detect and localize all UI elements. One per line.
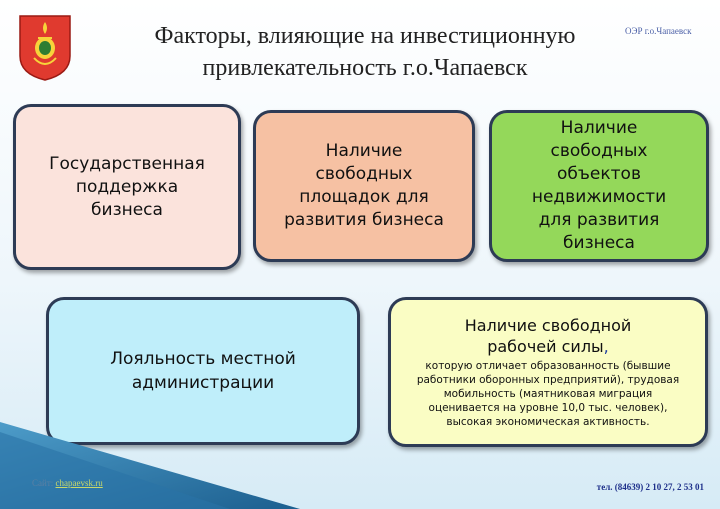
page-title: Факторы, влияющие на инвестиционную привлекательность г.о.Чапаевск xyxy=(154,23,576,81)
site-link-url[interactable]: chapaevsk.ru xyxy=(55,478,103,488)
coat-of-arms-icon xyxy=(18,14,72,82)
phone-number: тел. (84639) 2 10 27, 2 53 01 xyxy=(596,482,704,492)
factor-box-text: Наличие свободных площадок для развития бизнеса xyxy=(284,141,444,230)
factor-box-state-support xyxy=(13,104,241,270)
corner-note: ОЭР г.о.Чапаевск xyxy=(625,26,692,36)
factor-box-heading-text: Наличие свободной рабочей силы xyxy=(464,316,632,356)
factor-box-text: Государственная поддержка бизнеса xyxy=(49,153,205,220)
decorative-wedge xyxy=(0,422,720,509)
factor-box-text: Наличие свободных объектов недвижимости для развития бизнеса xyxy=(531,118,667,253)
site-link[interactable] xyxy=(32,478,103,488)
factor-box-free-real-estate xyxy=(489,110,709,262)
factor-box-body: которую отличает образованность (бывшие работники оборонных предприятий), трудовая мобильность (маятниковая миграция оценивается на уровне 10,0 тыс. человек), высокая экономическая активность. xyxy=(416,360,680,428)
site-link-prefix: Сайт: xyxy=(32,478,54,488)
factor-box-free-sites xyxy=(253,110,475,262)
factor-box-text: Лояльность местной администрации xyxy=(110,349,296,393)
heading-comma: , xyxy=(603,337,609,356)
factor-box-heading xyxy=(465,315,632,357)
